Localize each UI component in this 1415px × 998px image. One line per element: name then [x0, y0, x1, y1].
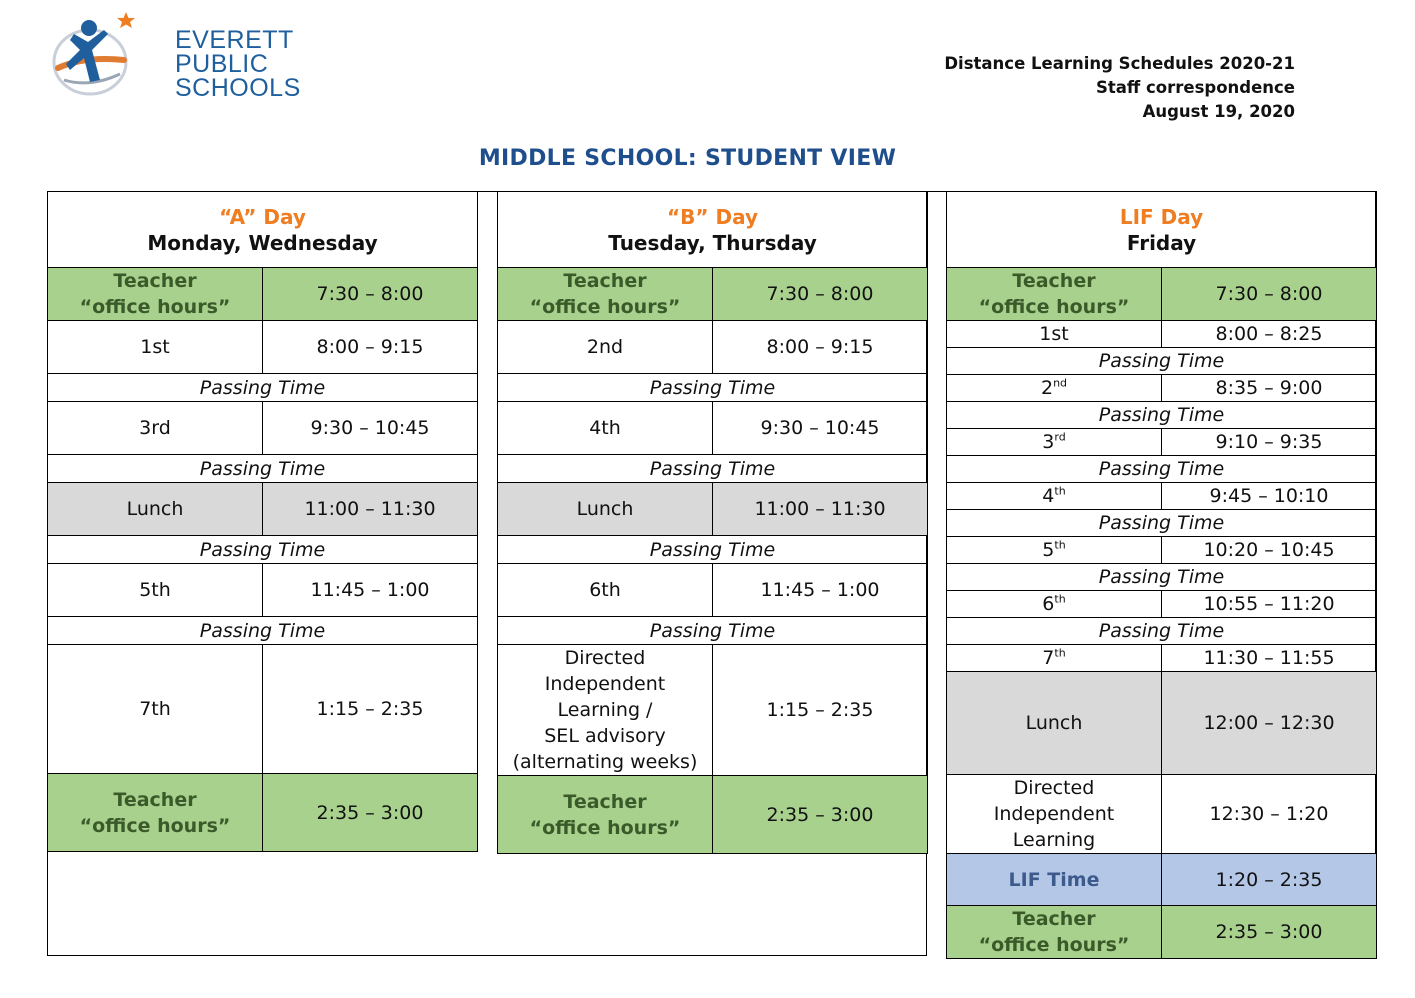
directed-learning-time: 1:15 – 2:35	[713, 645, 928, 776]
period-time: 8:00 – 9:15	[713, 321, 928, 374]
lif-time-label: LIF Time	[947, 854, 1162, 906]
passing-time: Passing Time	[48, 536, 478, 564]
office-hours-label: Teacher “office hours”	[498, 268, 713, 321]
period-label: 4th	[947, 483, 1162, 510]
meta-title: Distance Learning Schedules 2020-21	[944, 54, 1295, 73]
b-day-label: “B” Day	[667, 204, 759, 229]
passing-time: Passing Time	[947, 402, 1377, 429]
office-hours-time: 7:30 – 8:00	[263, 268, 478, 321]
passing-time: Passing Time	[498, 455, 928, 483]
period-time: 9:45 – 10:10	[1162, 483, 1377, 510]
page-title: MIDDLE SCHOOL: STUDENT VIEW	[478, 146, 897, 171]
period-label: 1st	[947, 321, 1162, 348]
meta-date: August 19, 2020	[1142, 102, 1295, 121]
period-time: 8:35 – 9:00	[1162, 375, 1377, 402]
lif-day-label: LIF Day	[1119, 204, 1204, 229]
period-time: 8:00 – 9:15	[263, 321, 478, 374]
passing-time: Passing Time	[947, 510, 1377, 537]
meta-subtitle: Staff correspondence	[1095, 78, 1295, 97]
period-time: 1:15 – 2:35	[263, 645, 478, 774]
passing-time: Passing Time	[947, 618, 1377, 645]
a-day-header	[48, 192, 478, 268]
office-hours-end-label: Teacher “office hours”	[48, 774, 263, 852]
period-label: 3rd	[48, 402, 263, 455]
period-label: 6th	[947, 591, 1162, 618]
office-hours-end-label: Teacher “office hours”	[498, 776, 713, 854]
office-hours-time: 7:30 – 8:00	[1162, 268, 1377, 321]
office-hours-end-time: 2:35 – 3:00	[263, 774, 478, 852]
period-label: 4th	[498, 402, 713, 455]
office-hours-label: Teacher “office hours”	[48, 268, 263, 321]
lunch-time: 11:00 – 11:30	[713, 483, 928, 536]
passing-time: Passing Time	[947, 456, 1377, 483]
office-hours-end-time: 2:35 – 3:00	[713, 776, 928, 854]
lunch-label: Lunch	[947, 672, 1162, 775]
period-time: 9:30 – 10:45	[713, 402, 928, 455]
passing-time: Passing Time	[48, 455, 478, 483]
frame-bottom	[47, 955, 927, 956]
logo-wordmark: EVERETT PUBLIC SCHOOLS	[175, 26, 301, 102]
lif-time: 1:20 – 2:35	[1162, 854, 1377, 906]
passing-time: Passing Time	[498, 617, 928, 645]
lunch-time: 11:00 – 11:30	[263, 483, 478, 536]
passing-time: Passing Time	[947, 564, 1377, 591]
office-hours-end-time: 2:35 – 3:00	[1162, 906, 1377, 959]
passing-time: Passing Time	[48, 617, 478, 645]
period-label: 5th	[48, 564, 263, 617]
period-time: 11:45 – 1:00	[713, 564, 928, 617]
lunch-label: Lunch	[48, 483, 263, 536]
period-time: 9:30 – 10:45	[263, 402, 478, 455]
district-logo	[44, 8, 301, 102]
office-hours-time: 7:30 – 8:00	[713, 268, 928, 321]
a-day-names: Monday, Wednesday	[147, 230, 378, 255]
passing-time: Passing Time	[947, 348, 1377, 375]
period-label: 3rd	[947, 429, 1162, 456]
passing-time: Passing Time	[48, 374, 478, 402]
lif-day-header	[947, 192, 1377, 268]
document-meta	[944, 52, 1295, 124]
b-day-schedule	[497, 191, 927, 854]
period-time: 8:00 – 8:25	[1162, 321, 1377, 348]
period-label: 7th	[48, 645, 263, 774]
lif-day-schedule	[946, 191, 1376, 959]
office-hours-end-label: Teacher “office hours”	[947, 906, 1162, 959]
period-label: 2nd	[498, 321, 713, 374]
directed-learning-label: Directed Independent Learning / SEL advisory (alternating weeks)	[498, 645, 713, 776]
logo-figure-icon	[44, 8, 139, 100]
lif-day-names: Friday	[1126, 230, 1197, 255]
passing-time: Passing Time	[498, 374, 928, 402]
period-time: 11:30 – 11:55	[1162, 645, 1377, 672]
period-time: 10:55 – 11:20	[1162, 591, 1377, 618]
b-day-header	[498, 192, 928, 268]
period-time: 10:20 – 10:45	[1162, 537, 1377, 564]
b-day-names: Tuesday, Thursday	[608, 230, 817, 255]
period-time: 9:10 – 9:35	[1162, 429, 1377, 456]
lunch-time: 12:00 – 12:30	[1162, 672, 1377, 775]
a-day-label: “A” Day	[219, 204, 306, 229]
a-day-schedule	[47, 191, 477, 852]
passing-time: Passing Time	[498, 536, 928, 564]
lunch-label: Lunch	[498, 483, 713, 536]
period-label: 7th	[947, 645, 1162, 672]
office-hours-label: Teacher “office hours”	[947, 268, 1162, 321]
directed-learning-time: 12:30 – 1:20	[1162, 775, 1377, 854]
directed-learning-label: Directed Independent Learning	[947, 775, 1162, 854]
period-label: 1st	[48, 321, 263, 374]
period-label: 6th	[498, 564, 713, 617]
period-label: 5th	[947, 537, 1162, 564]
period-time: 11:45 – 1:00	[263, 564, 478, 617]
period-label: 2nd	[947, 375, 1162, 402]
